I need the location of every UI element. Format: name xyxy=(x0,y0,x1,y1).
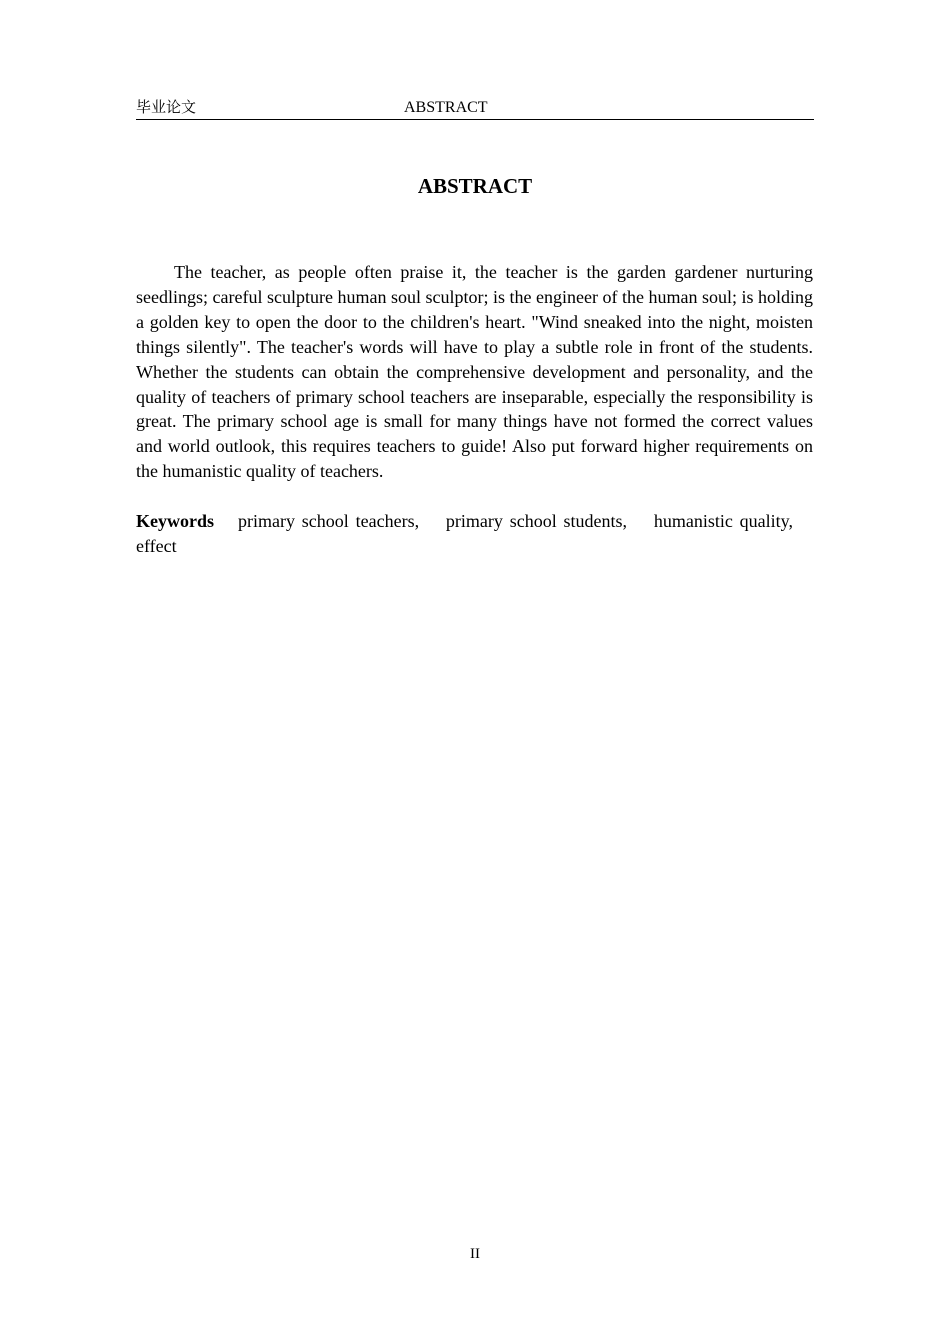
keywords-line xyxy=(136,509,813,558)
header-thesis-label: 毕业论文 xyxy=(136,98,197,116)
keyword-item: primary school teachers, xyxy=(238,511,420,531)
abstract-paragraph: The teacher, as people often praise it, the teacher is the garden gardener nurturing seedlings; careful sculpture human soul sculptor; is the engineer of the human soul; is holding a golden key to open the door to the children's heart. "Wind sneaked into the night, moisten things silently". The teacher's words will have to play a subtle role in front of the students. Whether the students can obtain the comprehensive development and personality, and the quality of teachers of primary school teachers are inseparable, especially the responsibility is great. The primary school age is small for many things have not formed the correct values and world outlook, this requires teachers to guide! Also put forward higher requirements on the humanistic quality of teachers. xyxy=(136,262,813,482)
keyword-item: humanistic quality, xyxy=(653,511,794,531)
keywords-label: Keywords xyxy=(136,511,214,531)
keyword-item: primary school students, xyxy=(445,511,628,531)
keyword-item: effect xyxy=(136,535,177,556)
page-number: II xyxy=(470,1246,480,1262)
header-section-title: ABSTRACT xyxy=(404,99,488,116)
page-title: ABSTRACT xyxy=(417,174,533,198)
running-header xyxy=(136,97,814,120)
